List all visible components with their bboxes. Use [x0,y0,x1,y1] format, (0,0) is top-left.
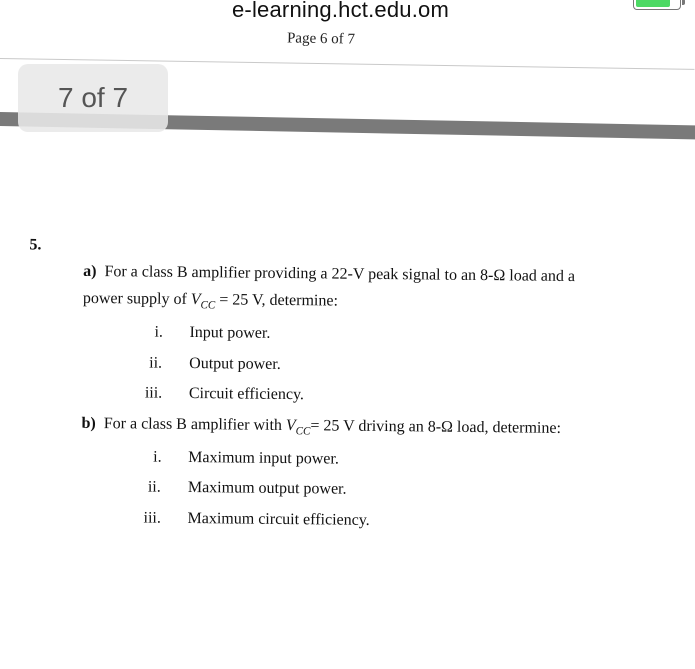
part-a-item-2-num: ii. [149,354,163,372]
part-b-label: b) [81,414,96,433]
part-b-item-3-text: Maximum circuit efficiency. [187,509,370,529]
part-b-text-post: = 25 V driving an 8-Ω load, determine: [310,417,562,437]
page-header: Page 6 of 7 [286,30,356,48]
part-b-item-3-num: iii. [143,509,162,527]
part-b-item-1-text: Maximum input power. [188,448,339,468]
part-a-text-2-pre: power supply of [82,289,187,308]
part-a-item-1-num: i. [154,323,164,341]
part-b-item-1-num: i. [153,448,162,466]
part-a-text-1: For a class B amplifier providing a 22-V peak signal to an 8-Ω load and a [104,263,576,286]
vcc-variable: $V_{CC}$ [190,291,216,312]
part-a-line-2 [83,290,338,313]
part-b-item-2-num: ii. [147,478,161,496]
part-a-item-1-text: Input power. [189,324,271,342]
part-a-item-3-num: iii. [144,384,163,402]
part-a-item-3-text: Circuit efficiency. [188,385,305,404]
url-text[interactable]: e-learning.hct.edu.om [232,0,449,22]
part-b-text-pre: For a class B amplifier with [103,415,283,434]
part-b-item-2-text: Maximum output power. [187,478,347,498]
part-b-line [81,415,561,440]
part-a-label: a) [83,262,97,281]
page-counter-badge: 7 of 7 [18,64,168,132]
part-a-line-1 [83,263,575,286]
part-a-item-2-text: Output power. [189,355,281,373]
part-a-text-2-post: = 25 V, determine: [219,291,339,310]
vcc-variable-b: $V_{CC}$ [285,417,311,438]
question-number: 5. [29,236,42,254]
